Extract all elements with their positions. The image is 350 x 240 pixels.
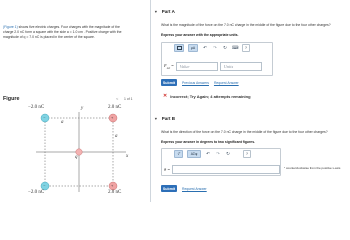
mu-button[interactable]: μA (188, 44, 198, 52)
part-a-feedback (163, 93, 251, 99)
part-a-actions (161, 79, 239, 86)
templates-button[interactable] (174, 44, 184, 52)
figure-pager (114, 96, 142, 102)
sign-top-left: − (43, 115, 46, 121)
units-input[interactable]: Units (220, 62, 262, 71)
value-input[interactable]: Value (176, 62, 218, 71)
panel-divider (150, 0, 151, 202)
x-axis-label: x (126, 154, 129, 159)
part-a-instruction: Express your answer with the appropriate units. (161, 33, 239, 37)
problem-statement (3, 25, 131, 40)
part-a-input-row (164, 62, 262, 71)
redo-icon[interactable]: ↷ (213, 45, 217, 50)
part-b-actions (161, 185, 207, 192)
part-a-toolbar (162, 43, 272, 53)
label-bottom-right: 2.0 nC (108, 190, 122, 195)
part-a-request-answer-link[interactable]: Request Answer (213, 80, 239, 85)
feedback-text: Incorrect; Try Again; 4 attempts remaining (170, 93, 251, 99)
part-b-input-row (164, 165, 280, 174)
caret-down-icon[interactable]: ▼ (154, 116, 158, 121)
sign-bottom-left: − (43, 183, 46, 189)
problem-text: shows five electric charges. Four charges with the magnitude of the charge 2.0 nC form a square with the side a = 1.0 cm . Positive charge with the magnitude of q = 7.0 nC is placed in the center of the square. (3, 25, 122, 39)
help-button[interactable]: ? (242, 44, 250, 52)
part-b-submit-button[interactable]: Submit (162, 186, 176, 191)
sign-top-right: + (111, 115, 114, 121)
part-b-header[interactable] (154, 116, 175, 121)
part-a-submit-button[interactable]: Submit (162, 80, 176, 85)
angle-input[interactable] (172, 165, 280, 174)
undo-icon[interactable]: ↶ (206, 151, 210, 156)
part-b-answer-box (161, 148, 281, 176)
help-button[interactable]: ? (243, 150, 251, 158)
part-b-toolbar (162, 149, 280, 159)
part-a-header[interactable] (154, 9, 175, 14)
keyboard-icon[interactable]: ⌨ (232, 45, 239, 50)
caret-down-icon[interactable]: ▼ (154, 9, 158, 14)
part-b-title: Part B (161, 116, 176, 121)
reset-icon[interactable]: ↻ (226, 151, 230, 156)
angle-unit-suffix: ° counterclockwise from the positive x-axis (284, 166, 341, 170)
label-top-right: 2.0 nC (108, 105, 122, 110)
close-icon: ✕ (163, 93, 168, 99)
side-label-right: a (115, 134, 118, 139)
part-b-question: What is the direction of the force on the 7.0 nC charge in the middle of the figure due to the four other charges? (161, 130, 328, 134)
part-a-title: Part A (161, 9, 175, 14)
part-a-answer-box (161, 42, 273, 76)
templates-icon (177, 46, 182, 50)
figure-link[interactable]: (Figure 1) (3, 25, 18, 29)
fnet-label: $F_{net}$ = (164, 63, 174, 70)
greek-symbols-button[interactable]: AΣφ (187, 150, 201, 158)
y-axis-label: y (81, 106, 84, 111)
sqrt-button[interactable]: √̅ (174, 150, 183, 158)
part-a-question: What is the magnitude of the force on the 7.0 nC charge in the middle of the figure due to the four other charges? (161, 23, 331, 27)
theta-label: θ = (164, 167, 171, 172)
reset-icon[interactable]: ↻ (223, 45, 227, 50)
undo-icon[interactable]: ↶ (203, 45, 207, 50)
part-b-request-answer-link[interactable]: Request Answer (182, 186, 207, 191)
sign-bottom-right: + (111, 183, 114, 189)
chevron-left-icon[interactable]: < (116, 96, 119, 101)
figure-heading: Figure (3, 96, 20, 102)
label-bottom-left: −2.0 nC (28, 190, 45, 195)
charge-figure (28, 104, 136, 199)
redo-icon[interactable]: ↷ (216, 151, 220, 156)
previous-answers-link[interactable]: Previous Answers (182, 80, 209, 85)
part-b-instruction: Express your answer in degrees to two significant figures. (161, 140, 256, 144)
center-charge-label: q (75, 155, 78, 160)
pager-text: 1 of 1 (124, 97, 133, 101)
side-label-top: a (61, 120, 64, 125)
label-top-left: −2.0 nC (28, 105, 45, 110)
